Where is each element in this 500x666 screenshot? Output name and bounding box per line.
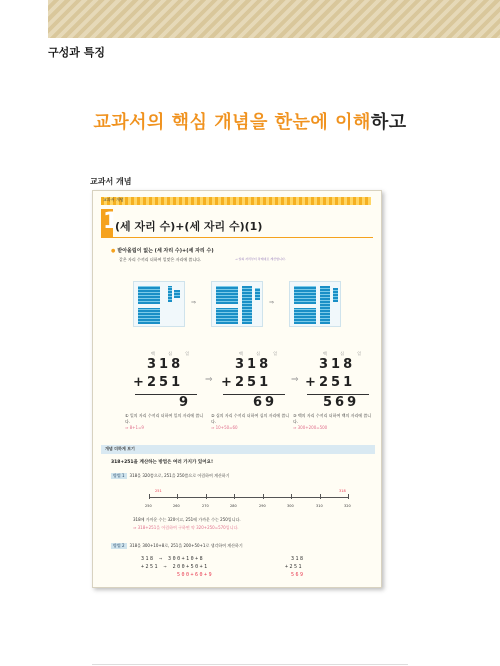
headline [0,108,500,134]
tick [234,494,235,499]
expansion-line-1: 318 ⇒ 300+10+8 [141,556,205,562]
method-text: 318을 300+10+8로, 251을 200+50+1로 생각하여 계산하기 [129,543,243,548]
step-equation: ⇒ 300+200=500 [293,425,328,430]
textbook-page-preview [92,190,382,588]
unit-cubes [255,288,260,300]
method-tag: 방법 1 [113,473,125,478]
concept-bar-label: 개념 더하게 보기 [105,446,135,451]
vertical-calc-1 [133,351,203,413]
sum-result: 569 [323,395,360,410]
block-panel-3 [289,281,341,327]
expansion-line-2: +251 ⇒ 200+50+1 [141,564,209,570]
addend-bottom: + 251 [133,375,184,390]
ten-rods [320,286,330,324]
ten-rod [168,286,172,302]
block-panel-2 [211,281,263,327]
hundred-blocks [138,286,160,304]
place-value-header: 백 십 일 [239,351,284,356]
unit-cubes [333,288,338,302]
concept-description: 같은 자리 수끼리 더하여 일맞은 자리에 씁니다. [119,257,202,262]
bottom-divider [92,664,408,665]
lesson-title: (세 자리 수)+(세 자리 수)(1) [115,220,263,233]
concept-bar [101,445,375,454]
tick-label: 270 [202,504,209,508]
number-line [149,497,349,498]
block-panel-1 [133,281,185,327]
tick [348,494,349,499]
addend-top [133,357,203,375]
method-tag: 방법 2 [113,543,125,548]
arrow-icon: ⇒ [269,299,275,306]
tab-label: 교과서 개념 [103,197,124,202]
tick [263,494,264,499]
tick [177,494,178,499]
top-decorative-bar [48,0,500,38]
tick [291,494,292,499]
addend-bottom: + 251 [221,375,272,390]
numline-mark: 251 [155,489,162,493]
tick-label: 280 [230,504,237,508]
lesson-number: 1 [103,209,119,234]
method1-text-1: 318에 가까운 수는 320이고, 251에 가까운 수는 250입니다. [133,517,241,522]
addend-top [305,357,375,375]
tick-label: 250 [145,504,152,508]
step-equation: ⇒ 8+1=9 [125,425,144,430]
step-equation: ⇒ 10+50=60 [211,425,238,430]
method-2 [111,543,243,549]
methods-intro: 318+251을 계산하는 방법은 여러 가지가 있어요! [111,460,213,465]
arrow-icon: ⇒ [291,375,299,385]
sum-result: 69 [253,395,278,410]
tick-label: 260 [173,504,180,508]
place-value-header: 백 십 일 [323,351,368,356]
headline-black: 하고 [370,112,407,133]
ten-rods [242,286,252,324]
tick [149,494,150,499]
method-1 [111,473,230,479]
method2-expansion [141,555,213,579]
step-text: ③ 백의 자리 수끼리 더하여 백의 자리에 씁니다. [293,413,372,424]
addend-top-value: 318 [319,357,356,372]
hundred-blocks [216,286,238,304]
hundred-blocks [294,286,316,304]
tick-label: 320 [344,504,351,508]
step-1 [125,413,205,431]
title-rule [101,237,373,238]
tab-strip [101,197,371,205]
step-2 [211,413,291,431]
vertical-calc-3 [305,351,375,413]
unit-cubes [174,290,180,298]
vertical-line-1: 318 [291,556,305,562]
arrow-icon: ⇒ [191,299,197,306]
sample-label: 교과서 개념 [90,177,132,186]
hundred-blocks [294,308,316,324]
expansion-result: 500+60+9 [177,572,214,578]
tick [206,494,207,499]
step-text: ② 십의 자리 수끼리 더하여 십의 자리에 씁니다. [211,413,290,424]
numline-mark: 318 [339,489,346,493]
hundred-blocks [138,308,160,324]
step-3 [293,413,373,431]
arrow-icon: ⇒ [205,375,213,385]
method1-text-2: ⇒ 318+251을 어림하여 구하면 약 320+250=570입니다. [133,525,239,530]
vertical-calc-2 [221,351,291,413]
hundred-blocks [216,308,238,324]
addend-bottom-value: 251 [319,375,356,390]
addend-bottom-value: 251 [235,375,272,390]
section-title: 구성과 특징 [48,46,105,59]
addend-top-value: 318 [147,357,184,372]
addend-bottom-value: 251 [147,375,184,390]
sum-result: 9 [179,395,192,410]
tick-label: 300 [287,504,294,508]
vertical-line-2: +251 [285,564,304,570]
tick-label: 290 [259,504,266,508]
addend-top-value: 318 [235,357,272,372]
method2-vertical [285,555,305,579]
headline-orange: 교과서의 핵심 개념을 한눈에 이해 [93,112,371,133]
tick-label: 310 [316,504,323,508]
tick [320,494,321,499]
vertical-result: 569 [291,572,305,578]
concept-note: → 일의 자리부터 차례대로 계산합니다. [235,257,286,261]
addend-top [221,357,291,375]
step-text: ① 일의 자리 수끼리 더하여 일의 자리에 씁니다. [125,413,204,424]
addend-bottom: + 251 [305,375,356,390]
method-text: 318을 320쯤으로, 251을 250쯤으로 어림하여 계산하기 [129,473,230,478]
concept-subtitle: ● 받아올림이 없는 (세 자리 수)+(세 자리 수) [111,247,214,254]
place-value-header: 백 십 일 [151,351,196,356]
